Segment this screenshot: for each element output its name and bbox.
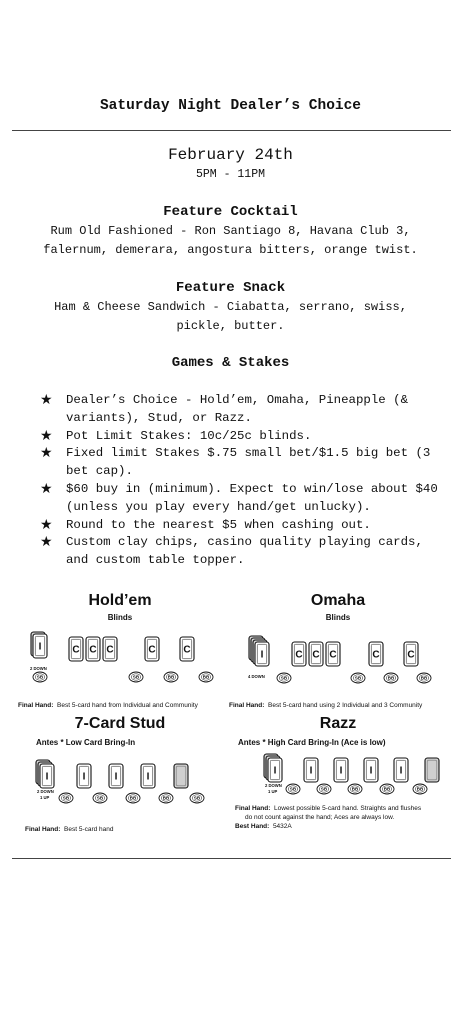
individual-card (77, 764, 91, 788)
svg-text:BB: BB (162, 795, 170, 801)
star-icon: ★ (40, 445, 53, 462)
svg-text:SB: SB (62, 795, 70, 801)
svg-text:SB: SB (193, 795, 201, 801)
list-item: ★ Pot Limit Stakes: 10c/25c blinds. (40, 427, 312, 444)
individual-card (33, 634, 47, 658)
chip (129, 672, 143, 682)
event-date: February 24th (168, 146, 293, 164)
svg-text:I: I (273, 765, 277, 777)
individual-card (304, 758, 318, 782)
star-icon: ★ (40, 516, 53, 533)
svg-text:I: I (309, 765, 313, 777)
chip (384, 673, 398, 683)
community-card (369, 642, 383, 666)
holdem-table-diagram (28, 630, 218, 685)
up-count-label: 1 UP (268, 789, 278, 794)
razz-final-hand: Final Hand: Lowest possible 5-card hand. Straights and flushes do not count against the hand; Aces are always low. Best Hand: 5432A (235, 805, 422, 830)
svg-text:I: I (82, 771, 86, 783)
individual-card (255, 642, 269, 666)
chip (59, 793, 73, 803)
svg-text:C: C (106, 644, 114, 656)
svg-text:SB: SB (320, 786, 328, 792)
individual-card (141, 764, 155, 788)
svg-text:SB: SB (96, 795, 104, 801)
snack-line-1: Ham & Cheese Sandwich - Ciabatta, serrano, swiss, (54, 300, 407, 314)
svg-text:I: I (146, 771, 150, 783)
razz-subtitle: Antes * High Card Bring-In (Ace is low) (238, 738, 386, 747)
up-count-label: 1 UP (40, 795, 50, 800)
stud-table-diagram (34, 758, 214, 808)
svg-text:BB: BB (387, 675, 395, 681)
svg-text:C: C (148, 644, 156, 656)
individual-card (40, 764, 54, 788)
list-item: ★ Custom clay chips, casino quality playing cards, and custom table topper. (40, 534, 423, 568)
chip (417, 673, 431, 683)
stud-subtitle: Antes * Low Card Bring-In (36, 738, 136, 747)
svg-text:C: C (329, 649, 337, 661)
down-count-label: 2 DOWN (30, 666, 47, 671)
page-title: Saturday Night Dealer’s Choice (99, 98, 362, 114)
razz-title: Razz (319, 715, 357, 732)
svg-text:SB: SB (289, 786, 297, 792)
svg-text:BB: BB (416, 786, 424, 792)
chip (277, 673, 291, 683)
individual-card (394, 758, 408, 782)
svg-text:I: I (399, 765, 403, 777)
omaha-final-hand: Final Hand: Best 5-card hand using 2 Individual and 3 Community (229, 702, 423, 709)
chip (164, 672, 178, 682)
svg-text:C: C (72, 644, 80, 656)
list-item: ★ $60 buy in (minimum). Expect to win/lose about $40 (unless you play every hand/get unlucky). (40, 480, 438, 514)
community-card (404, 642, 418, 666)
omaha-table-diagram (246, 630, 441, 685)
chip (126, 793, 140, 803)
community-card (292, 642, 306, 666)
cocktail-heading: Feature Cocktail (163, 204, 298, 220)
chip (351, 673, 365, 683)
svg-text:BB: BB (351, 786, 359, 792)
omaha-subtitle: Blinds (325, 613, 351, 622)
svg-text:I: I (369, 765, 373, 777)
svg-text:SB: SB (132, 674, 140, 680)
svg-text:I: I (38, 641, 42, 653)
event-time: 5PM - 11PM (195, 168, 265, 181)
individual-card (334, 758, 348, 782)
individual-card (268, 758, 282, 782)
stud-final-hand: Final Hand: Best 5-card hand (25, 826, 114, 833)
svg-text:BB: BB (167, 674, 175, 680)
chip (286, 784, 300, 794)
snack-heading: Feature Snack (175, 280, 286, 296)
svg-text:C: C (407, 649, 415, 661)
svg-text:BB: BB (202, 674, 210, 680)
svg-text:I: I (260, 649, 264, 661)
svg-text:C: C (372, 649, 380, 661)
top-divider (12, 130, 451, 131)
svg-text:C: C (312, 649, 320, 661)
snack-description (10, 298, 451, 336)
community-card (103, 637, 117, 661)
community-card (145, 637, 159, 661)
chip (348, 784, 362, 794)
games-heading: Games & Stakes (171, 355, 290, 371)
star-icon: ★ (40, 480, 53, 497)
down-count-label: 4 DOWN (248, 674, 265, 679)
svg-text:I: I (339, 765, 343, 777)
chip (159, 793, 173, 803)
down-count-label: 2 DOWN (37, 789, 54, 794)
individual-card (109, 764, 123, 788)
bottom-divider (12, 858, 451, 859)
star-icon: ★ (40, 392, 53, 408)
chip (199, 672, 213, 682)
chip (190, 793, 204, 803)
svg-text:C: C (89, 644, 97, 656)
community-card (309, 642, 323, 666)
star-icon: ★ (40, 427, 53, 444)
down-count-label: 2 DOWN (265, 783, 282, 788)
svg-text:C: C (295, 649, 303, 661)
games-list (40, 392, 450, 570)
chip (380, 784, 394, 794)
svg-text:BB: BB (383, 786, 391, 792)
community-card (326, 642, 340, 666)
list-item: ★ Dealer’s Choice - Hold’em, Omaha, Pineapple (& variants), Stud, or Razz. (40, 392, 409, 425)
holdem-final-hand: Final Hand: Best 5-card hand from Individual and Community (18, 702, 198, 709)
star-icon: ★ (40, 534, 53, 551)
holdem-subtitle: Blinds (107, 613, 133, 622)
snack-line-2: pickle, butter. (176, 319, 285, 333)
omaha-title: Omaha (310, 592, 366, 609)
svg-text:SB: SB (280, 675, 288, 681)
svg-text:C: C (183, 644, 191, 656)
chip (33, 672, 47, 682)
individual-card (364, 758, 378, 782)
stud-title: 7-Card Stud (74, 715, 166, 732)
cocktail-line-1: Rum Old Fashioned - Ron Santiago 8, Havana Club 3, (50, 224, 411, 238)
community-card (69, 637, 83, 661)
svg-text:BB: BB (129, 795, 137, 801)
chip (93, 793, 107, 803)
svg-text:SB: SB (36, 674, 44, 680)
svg-text:I: I (45, 771, 49, 783)
razz-table-diagram (262, 752, 442, 802)
list-item: ★ Fixed limit Stakes $.75 small bet/$1.5 big bet (3 bet cap). (40, 445, 431, 479)
cocktail-description (10, 222, 451, 260)
chip (317, 784, 331, 794)
svg-text:I: I (114, 771, 118, 783)
face-down-card (425, 758, 439, 782)
chip (413, 784, 427, 794)
cocktail-line-2: falernum, demerara, angostura bitters, orange twist. (43, 243, 418, 257)
face-down-card (174, 764, 188, 788)
svg-text:BB: BB (420, 675, 428, 681)
community-card (86, 637, 100, 661)
holdem-title: Hold’em (88, 592, 152, 609)
list-item: ★ Round to the nearest $5 when cashing out. (40, 516, 371, 533)
community-card (180, 637, 194, 661)
svg-text:SB: SB (354, 675, 362, 681)
